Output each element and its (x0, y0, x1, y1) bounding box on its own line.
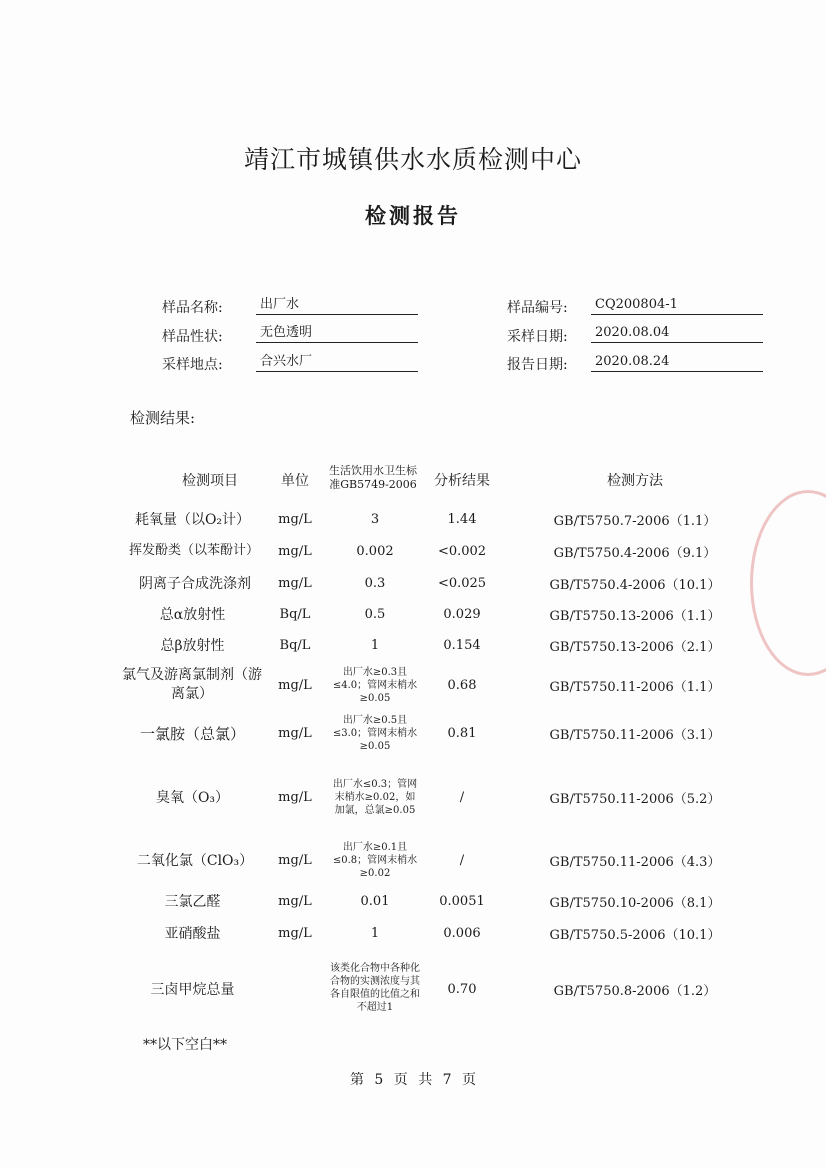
row-5-standard: 1 (370, 637, 380, 653)
row-7-result: 0.81 (447, 725, 477, 741)
row-5-item: 总β放射性 (160, 638, 225, 654)
header-result: 分析结果 (434, 473, 490, 489)
row-8-result: / (459, 789, 465, 805)
sample-name-value: 出厂水 (256, 295, 418, 315)
row-2-result: <0.002 (437, 543, 487, 559)
row-1-result: 1.44 (447, 511, 477, 527)
row-6-item: 氯气及游离氯制剂（游离氯） (122, 667, 262, 702)
row-4-unit: Bq/L (279, 606, 311, 622)
row-4-method: GB/T5750.13-2006（1.1） (549, 608, 721, 624)
row-7-unit: mg/L (278, 725, 312, 741)
row-8-method: GB/T5750.11-2006（5.2） (549, 791, 721, 807)
row-11-method: GB/T5750.5-2006（10.1） (549, 927, 721, 943)
row-10-standard: 0.01 (360, 893, 390, 909)
blank-below-note: **以下空白** (143, 1037, 227, 1053)
row-9-result: / (459, 852, 465, 868)
row-2-item: 挥发酚类（以苯酚计） (128, 543, 259, 558)
row-7-standard: 出厂水≥0.5且≤3.0；管网末梢水≥0.05 (332, 714, 418, 752)
row-3-unit: mg/L (278, 575, 312, 591)
row-1-method: GB/T5750.7-2006（1.1） (553, 513, 717, 529)
sample-character-value: 无色透明 (256, 323, 418, 343)
row-2-standard: 0.002 (356, 543, 394, 559)
row-11-result: 0.006 (443, 925, 481, 941)
row-6-method: GB/T5750.11-2006（1.1） (549, 679, 721, 695)
row-6-result: 0.68 (447, 677, 477, 693)
red-seal-stamp (750, 490, 826, 676)
page-number-footer: 第 5 页 共 7 页 (349, 1072, 477, 1088)
row-3-standard: 0.3 (364, 575, 386, 591)
row-8-unit: mg/L (278, 789, 312, 805)
row-7-method: GB/T5750.11-2006（3.1） (549, 727, 721, 743)
report-date-label: 报告日期: (507, 357, 568, 373)
row-9-unit: mg/L (278, 852, 312, 868)
row-3-result: <0.025 (437, 575, 487, 591)
row-12-standard: 该类化合物中各种化合物的实测浓度与其各自限值的比值之和不超过1 (330, 963, 420, 1013)
row-10-result: 0.0051 (439, 893, 485, 909)
header-unit: 单位 (281, 473, 309, 489)
row-4-standard: 0.5 (364, 606, 386, 622)
row-7-item: 一氯胺（总氯） (139, 724, 245, 743)
sampling-date-value: 2020.08.04 (591, 323, 763, 343)
sample-site-label: 采样地点: (162, 357, 223, 373)
row-1-unit: mg/L (278, 511, 312, 527)
row-11-item: 亚硝酸盐 (164, 926, 221, 942)
row-12-unit (270, 978, 320, 1000)
row-2-unit: mg/L (278, 543, 312, 559)
row-9-standard: 出厂水≥0.1且≤0.8；管网末梢水≥0.02 (332, 841, 418, 879)
sample-name-label: 样品名称: (162, 300, 223, 316)
header-method: 检测方法 (607, 473, 663, 489)
sample-number-value: CQ200804-1 (591, 295, 763, 315)
row-8-item: 臭氧（O₃） (155, 790, 230, 806)
row-12-item: 三卤甲烷总量 (150, 982, 235, 998)
row-9-item: 二氧化氯（ClO₃） (136, 853, 254, 869)
row-10-item: 三氯乙醛 (164, 894, 221, 910)
row-10-unit: mg/L (278, 893, 312, 909)
results-section-title: 检测结果: (130, 409, 196, 427)
report-date-value: 2020.08.24 (591, 352, 763, 372)
row-5-unit: Bq/L (279, 637, 311, 653)
row-6-unit: mg/L (278, 677, 312, 693)
sampling-date-label: 采样日期: (507, 329, 568, 345)
row-1-item: 耗氧量（以O₂计） (134, 512, 251, 528)
org-title: 靖江市城镇供水水质检测中心 (243, 145, 582, 174)
row-10-method: GB/T5750.10-2006（8.1） (549, 895, 721, 911)
report-title: 检测报告 (365, 203, 461, 228)
row-12-method: GB/T5750.8-2006（1.2） (553, 983, 717, 999)
row-8-standard: 出厂水≤0.3；管网末梢水≥0.02，如加氯，总氯≥0.05 (332, 778, 418, 816)
row-5-result: 0.154 (443, 637, 481, 653)
sample-number-label: 样品编号: (507, 300, 568, 316)
header-standard: 生活饮用水卫生标准GB5749-2006 (329, 464, 417, 491)
row-3-item: 阴离子合成洗涤剂 (139, 576, 251, 592)
row-4-item: 总α放射性 (159, 607, 226, 623)
header-item: 检测项目 (182, 473, 238, 489)
row-4-result: 0.029 (443, 606, 481, 622)
sample-character-label: 样品性状: (162, 329, 223, 345)
row-5-method: GB/T5750.13-2006（2.1） (549, 639, 721, 655)
row-9-method: GB/T5750.11-2006（4.3） (549, 854, 721, 870)
row-11-unit: mg/L (278, 925, 312, 941)
row-12-result: 0.70 (447, 981, 477, 997)
row-2-method: GB/T5750.4-2006（9.1） (553, 545, 717, 561)
sample-site-value: 合兴水厂 (256, 352, 418, 372)
row-6-standard: 出厂水≥0.3且≤4.0；管网末梢水≥0.05 (332, 666, 418, 704)
row-3-method: GB/T5750.4-2006（10.1） (549, 577, 721, 593)
row-11-standard: 1 (370, 925, 380, 941)
row-1-standard: 3 (370, 511, 380, 527)
